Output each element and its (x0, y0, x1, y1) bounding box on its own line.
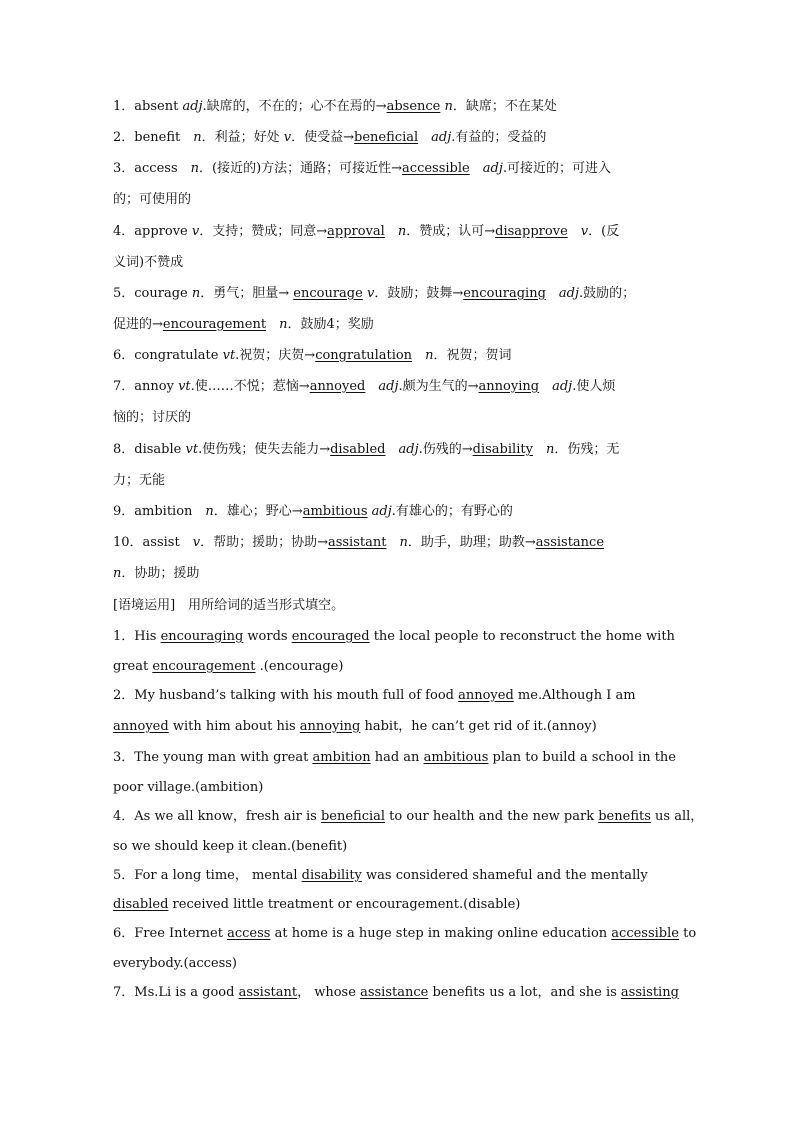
vocab-line: 6．congratulate vt.祝贺；庆贺→congratulation n．祝贺；贺词 (113, 348, 512, 363)
exercise-line: 3．The young man with great ambition had an ambitious plan to build a school in the (113, 750, 676, 765)
vocab-line: 力；无能 (113, 473, 166, 488)
exercise-line: annoyed with him about his annoying habit，he can’t get rid of it.(annoy) (113, 719, 597, 734)
answer-blank: accessible (611, 926, 679, 941)
answer-blank: encouragement (162, 317, 267, 332)
answer-blank: assistant (327, 535, 387, 550)
exercise-line: great encouragement .(encourage) (113, 659, 344, 674)
answer-blank: encouragement (152, 659, 256, 674)
section-tag: [语境运用] (113, 598, 176, 613)
exercise-line: 2．My husband’s talking with his mouth full of food annoyed me.Although I am (113, 688, 636, 703)
answer-blank: benefits (598, 809, 651, 824)
answer-blank: absence (386, 99, 441, 114)
answer-blank: annoyed (113, 719, 169, 734)
answer-blank: encouraging (463, 286, 546, 301)
section-instruction: 用所给词的适当形式填空。 (175, 598, 345, 613)
exercise-line: disabled received little treatment or encouragement.(disable) (113, 897, 521, 912)
vocab-line: 9．ambition n．雄心；野心→ambitious adj.有雄心的；有野心的 (113, 504, 513, 519)
exercise-line: everybody.(access) (113, 956, 238, 971)
answer-blank: assistant (238, 985, 298, 1000)
exercise-line: 4．As we all know，fresh air is beneficial to our health and the new park benefits us all， (113, 809, 704, 824)
vocab-line: 4．approve v．支持；赞成；同意→approval n．赞成；认可→disapprove v．(反 (113, 224, 620, 239)
answer-blank: access (227, 926, 271, 941)
answer-blank: assisting (620, 985, 679, 1000)
answer-blank: disabled (330, 442, 386, 457)
answer-blank: encourage (293, 286, 363, 301)
answer-blank: disability (301, 868, 362, 883)
answer-blank: disability (472, 442, 533, 457)
exercise-line: 1．His encouraging words encouraged the local people to reconstruct the home with (113, 629, 675, 644)
answer-blank: annoyed (309, 379, 366, 394)
answer-blank: assistance (535, 535, 605, 550)
answer-blank: approval (327, 224, 385, 239)
answer-blank: encouraged (291, 629, 370, 644)
vocab-line: 义词)不赞成 (113, 255, 184, 270)
vocab-line: 的；可使用的 (113, 192, 192, 207)
answer-blank: disapprove (495, 224, 568, 239)
vocab-line: 5．courage n．勇气；胆量→ encourage v．鼓励；鼓舞→encouraging adj.鼓励的； (113, 286, 636, 301)
answer-blank: congratulation (315, 348, 413, 363)
answer-blank: annoying (478, 379, 540, 394)
exercise-line: poor village.(ambition) (113, 780, 264, 795)
answer-blank: ambitious (302, 504, 368, 519)
answer-blank: ambition (312, 750, 371, 765)
vocab-line: 7．annoy vt.使……不悦；惹恼→annoyed adj.颇为生气的→annoying adj.使人烦 (113, 379, 616, 394)
answer-blank: beneficial (354, 130, 419, 145)
exercise-line: 6．Free Internet access at home is a huge step in making online education accessible to (113, 926, 697, 941)
vocab-line: 促进的→encouragement n．鼓励4；奖励 (113, 317, 374, 332)
exercise-line: 7．Ms.Li is a good assistant， whose assistance benefits us a lot，and she is assisting (113, 985, 679, 1000)
answer-blank: beneficial (320, 809, 386, 824)
exercise-line: 5．For a long time， mental disability was considered shameful and the mentally (113, 868, 648, 883)
vocab-line: 2．benefit n．利益；好处 v．使受益→beneficial adj.有益的；受益的 (113, 130, 547, 145)
answer-blank: encouraging (160, 629, 244, 644)
vocab-line: 恼的；讨厌的 (113, 410, 192, 425)
answer-blank: ambitious (423, 750, 489, 765)
answer-blank: annoyed (458, 688, 514, 703)
vocab-line: 8．disable vt.使伤残；使失去能力→disabled adj.伤残的→disability n．伤残；无 (113, 442, 620, 457)
answer-blank: annoying (299, 719, 361, 734)
vocab-line: 10．assist v．帮助；援助；协助→assistant n．助手，助理；助教→assistance (113, 535, 605, 550)
vocab-line: 3．access n．(接近的)方法；通路；可接近性→accessible adj.可接近的；可进入 (113, 161, 611, 176)
vocab-line: n．协助；援助 (113, 566, 200, 581)
answer-blank: assistance (360, 985, 429, 1000)
section-heading (113, 597, 683, 615)
answer-blank: accessible (402, 161, 470, 176)
vocab-line: 1．absent adj.缺席的，不在的；心不在焉的→absence n．缺席；不在某处 (113, 99, 557, 114)
answer-blank: disabled (113, 897, 169, 912)
exercise-line: so we should keep it clean.(benefit) (113, 839, 348, 854)
